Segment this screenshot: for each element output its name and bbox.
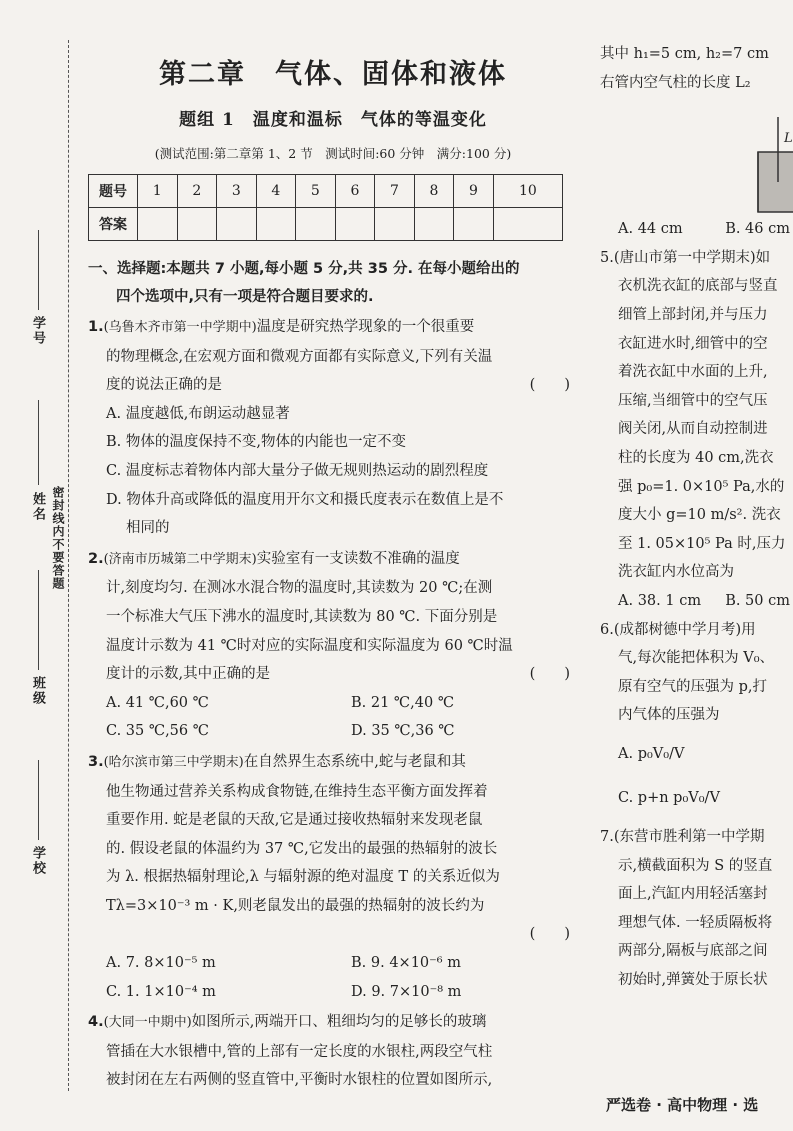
mercury-tube-figure [600, 97, 793, 215]
question-text: 他生物通过营养关系构成食物链,在维持生态平衡方面发挥着 [106, 783, 488, 800]
option-a[interactable]: A. 温度越低,布朗运动越显著 [106, 405, 290, 422]
option-b[interactable]: B. 46 cm [725, 221, 790, 238]
answer-input-cell[interactable] [375, 208, 415, 241]
question-7-text: 示,横截面积为 S 的竖直 [618, 857, 773, 874]
chapter-title: 第二章 气体、固体和液体 [159, 59, 507, 90]
mercury-tube-diagram [600, 97, 790, 215]
seal-line-warning: 密封线内不要答题 [51, 486, 65, 590]
question-4 [88, 1008, 578, 1095]
answer-table [88, 174, 563, 241]
answer-input-cell[interactable] [335, 208, 375, 241]
question-text: 度的说法正确的是 [106, 377, 222, 394]
question-5-text: 洗衣缸内水位高为 [618, 564, 734, 581]
question-6-text: 内气体的压强为 [618, 707, 720, 724]
answer-parentheses[interactable]: ( ) [529, 377, 570, 394]
question-5-text: 强 p₀=1. 0×10⁵ Pa,水的 [618, 478, 785, 495]
question-text: 重要作用. 蛇是老鼠的天敌,它是通过接收热辐射来发现老鼠 [106, 812, 483, 829]
question-5-text: 压缩,当细管中的空气压 [618, 392, 768, 409]
option-c[interactable]: C. 1. 1×10⁻⁴ m [106, 983, 216, 1000]
answer-input-cell[interactable] [414, 208, 454, 241]
question-source: (大同一中期中) [103, 1015, 192, 1031]
answer-input-cell[interactable] [454, 208, 494, 241]
answer-number-cell: 5 [296, 175, 336, 208]
question-number: 1. [88, 319, 104, 335]
student-no-blank[interactable] [38, 230, 39, 310]
answer-number-cell: 2 [177, 175, 217, 208]
answer-input-cell[interactable] [177, 208, 217, 241]
section-heading [88, 255, 578, 311]
answer-input-cell[interactable] [296, 208, 336, 241]
q4-continued-text: 右管内空气柱的长度 L₂ [600, 74, 751, 91]
option-a[interactable]: A. 41 ℃,60 ℃ [106, 694, 209, 711]
question-text: 为 λ. 根据热辐射理论,λ 与辐射源的绝对温度 T 的关系近似为 [106, 869, 500, 886]
q4-continued-text: 其中 h₁=5 cm, h₂=7 cm [600, 46, 769, 62]
question-5-text: 5.(唐山市第一中学期末)如 [600, 249, 771, 266]
question-text: 如图所示,两端开口、粗细均匀的足够长的玻璃 [191, 1014, 487, 1031]
question-text: 温度是研究热学现象的一个很重要 [256, 319, 475, 335]
answer-table-answer-row [89, 208, 563, 241]
question-7-text: 初始时,弹簧处于原长状 [618, 972, 768, 989]
option-a[interactable]: A. 7. 8×10⁻⁵ m [106, 955, 216, 972]
question-7-text: 面上,汽缸内用轻活塞封 [618, 886, 768, 903]
question-1 [88, 313, 578, 543]
question-text: Tλ=3×10⁻³ m · K,则老鼠发出的最强的热辐射的波长约为 [106, 897, 485, 914]
option-d[interactable]: D. 9. 7×10⁻⁸ m [351, 983, 462, 1000]
question-number: 2. [88, 550, 104, 567]
question-number: 4. [88, 1014, 104, 1031]
question-text: 管插在大水银槽中,管的上部有一定长度的水银柱,两段空气柱 [106, 1043, 493, 1060]
question-text: 的物理概念,在宏观方面和微观方面都有实际意义,下列有关温 [106, 348, 493, 365]
question-5-text: 度大小 g=10 m/s². 洗衣 [618, 507, 781, 524]
question-5-text: 阀关闭,从而自动控制进 [618, 421, 768, 438]
question-6-text: 6.(成都树德中学月考)用 [600, 621, 756, 638]
answer-number-cell: 9 [454, 175, 494, 208]
answer-parentheses[interactable]: ( ) [529, 926, 570, 943]
option-d[interactable]: D. 35 ℃,36 ℃ [351, 723, 455, 740]
figure-label: L [784, 131, 793, 147]
option-b[interactable]: B. 9. 4×10⁻⁶ m [351, 955, 461, 972]
answer-number-cell: 8 [414, 175, 454, 208]
section-heading-line2: 四个选项中,只有一项是符合题目要求的. [116, 289, 374, 305]
question-2 [88, 545, 578, 746]
question-3 [88, 748, 578, 1006]
question-text: 一个标准大气压下沸水的温度时,其读数为 80 ℃. 下面分别是 [106, 608, 498, 625]
name-label: 姓名 [30, 492, 45, 522]
question-text: 计,刻度均匀. 在测冰水混合物的温度时,其读数为 20 ℃;在测 [106, 580, 493, 597]
student-no-label: 学号 [30, 316, 45, 346]
option-c[interactable]: C. 温度标志着物体内部大量分子做无规则热运动的剧烈程度 [106, 462, 489, 479]
question-source: (乌鲁木齐市第一中学期中) [103, 320, 257, 335]
question-5-text: 着洗衣缸中水面的上升, [618, 364, 768, 381]
class-blank[interactable] [38, 570, 39, 670]
seal-line [68, 40, 69, 1091]
answer-input-cell[interactable] [217, 208, 257, 241]
question-text: 被封闭在左右两侧的竖直管中,平衡时水银柱的位置如图所示, [106, 1072, 493, 1089]
group-title: 题组 1 温度和温标 气体的等温变化 [179, 110, 487, 130]
question-text: 在自然界生态系统中,蛇与老鼠和其 [243, 753, 466, 770]
question-7-text: 两部分,隔板与底部之间 [618, 943, 768, 960]
school-blank[interactable] [38, 760, 39, 840]
question-number-header: 题号 [89, 175, 138, 208]
option-b[interactable]: B. 50 cm [725, 592, 790, 609]
question-6-text: 原有空气的压强为 p,打 [618, 678, 767, 695]
option-b[interactable]: B. 物体的温度保持不变,物体的内能也一定不变 [106, 434, 406, 451]
page-footer: 严选卷 · 高中物理 · 选 [606, 1096, 759, 1114]
question-5-text: 柱的长度为 40 cm,洗衣 [618, 449, 774, 466]
question-5-text: 衣机洗衣缸的底部与竖直 [618, 278, 778, 295]
question-7-text: 7.(东营市胜利第一中学期 [600, 829, 765, 846]
section-heading-line1: 一、选择题:本题共 7 小题,每小题 5 分,共 35 分. 在每小题给出的 [88, 261, 520, 277]
option-b[interactable]: B. 21 ℃,40 ℃ [351, 694, 455, 711]
option-a[interactable]: A. 38. 1 cm [618, 592, 702, 609]
question-source: (济南市历城第二中学期末) [103, 551, 257, 567]
question-5-text: 至 1. 05×10⁵ Pa 时,压力 [618, 535, 786, 552]
main-column [88, 40, 578, 1095]
test-scope: (测试范围:第二章第 1、2 节 测试时间:60 分钟 满分:100 分) [154, 146, 512, 161]
answer-input-cell[interactable] [138, 208, 178, 241]
answer-number-cell: 4 [256, 175, 296, 208]
question-text: 温度计示数为 41 ℃时对应的实际温度和实际温度为 60 ℃时温 [106, 637, 513, 654]
answer-number-cell: 1 [138, 175, 178, 208]
class-label: 班级 [30, 676, 45, 706]
name-blank[interactable] [38, 400, 39, 485]
question-text: 实验室有一支读数不准确的温度 [256, 550, 460, 567]
question-6-text: 气,每次能把体积为 V₀、 [618, 650, 775, 667]
answer-number-cell: 3 [217, 175, 257, 208]
answer-input-cell[interactable] [256, 208, 296, 241]
answer-input-cell[interactable] [493, 208, 562, 241]
option-c[interactable]: C. p+n p₀V₀/V [618, 790, 720, 807]
binding-margin [0, 0, 78, 1131]
option-a[interactable]: A. 44 cm [618, 221, 683, 238]
right-column [600, 40, 793, 995]
question-text: 度计的示数,其中正确的是 [106, 666, 271, 683]
answer-number-cell: 10 [493, 175, 562, 208]
answer-number-cell: 7 [375, 175, 415, 208]
option-c[interactable]: C. 35 ℃,56 ℃ [106, 723, 209, 740]
question-7-text: 理想气体. 一轻质隔板将 [618, 914, 773, 931]
question-number: 3. [88, 753, 104, 770]
school-label: 学校 [30, 846, 45, 876]
question-5-text: 细管上部封闭,并与压力 [618, 306, 768, 323]
option-a[interactable]: A. p₀V₀/V [618, 745, 685, 762]
answer-header: 答案 [89, 208, 138, 241]
answer-table-number-row [89, 175, 563, 208]
question-text: 的. 假设老鼠的体温约为 37 ℃,它发出的最强的热辐射的波长 [106, 840, 498, 857]
question-source: (哈尔滨市第三中学期末) [103, 754, 244, 770]
option-d[interactable]: D. 物体升高或降低的温度用开尔文和摄氏度表示在数值上是不 [106, 491, 504, 508]
option-d-continued: 相同的 [126, 520, 170, 537]
answer-parentheses[interactable]: ( ) [529, 666, 570, 683]
answer-number-cell: 6 [335, 175, 375, 208]
question-5-text: 衣缸进水时,细管中的空 [618, 335, 768, 352]
